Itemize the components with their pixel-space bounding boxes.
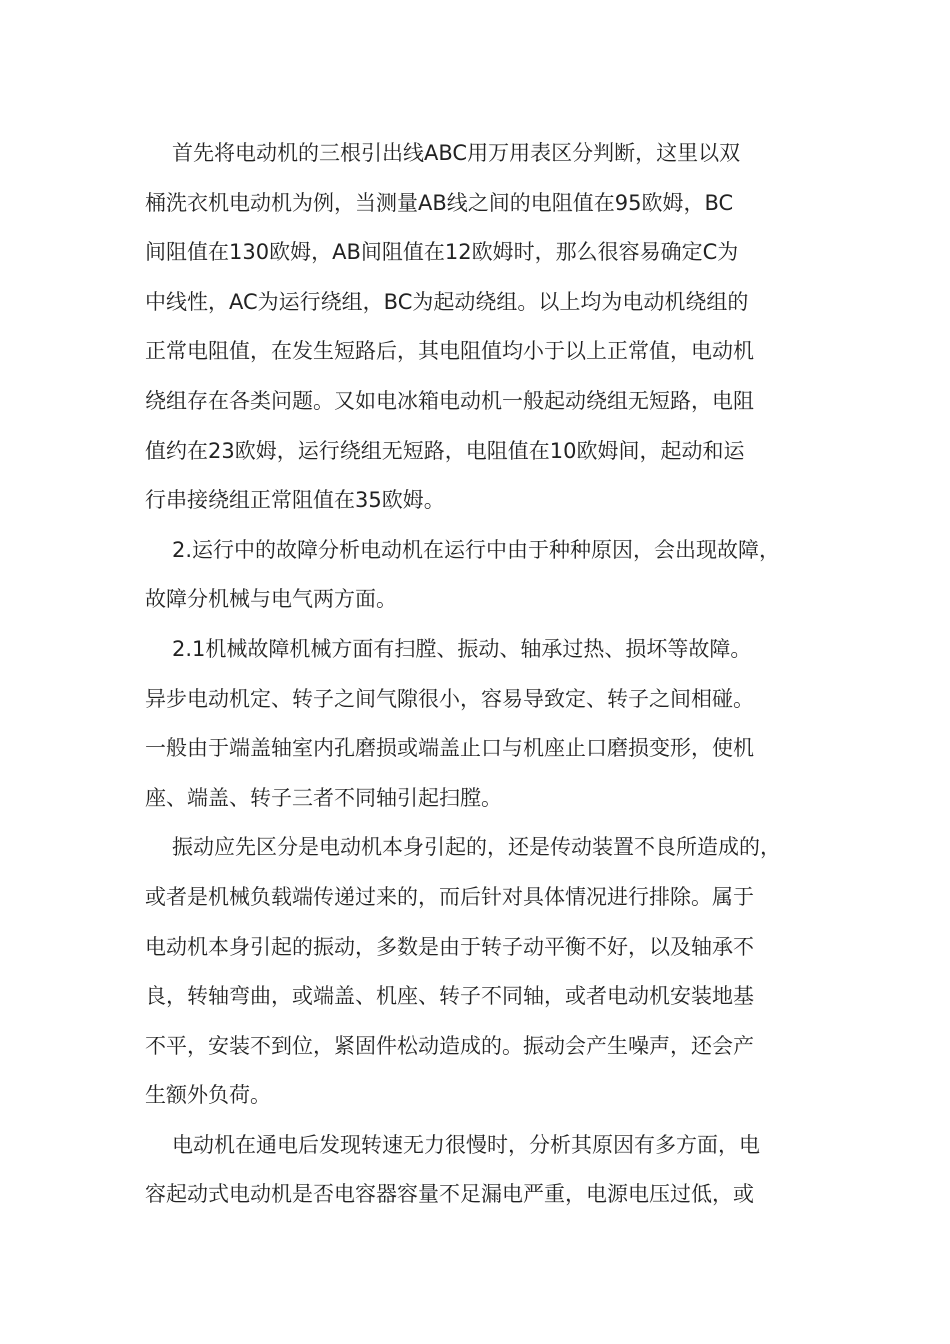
paragraph-slow-speed [145,1121,813,1220]
paragraph-running-faults [145,526,813,625]
text-line: 2.运行中的故障分析电动机在运行中由于种种原因，会出现故障， [172,537,781,562]
text-line: 中线性，AC为运行绕组，BC为起动绕组。以上均为电动机绕组的 [145,289,749,314]
text-line: 一般由于端盖轴室内孔磨损或端盖止口与机座止口磨损变形，使机 [145,736,754,761]
text-line: 2.1机械故障机械方面有扫膛、振动、轴承过热、损坏等故障。 [172,636,752,661]
document-page [145,129,813,1220]
text-line: 不平，安装不到位，紧固件松动造成的。振动会产生噪声，还会产 [145,1033,754,1058]
text-line: 或者是机械负载端传递过来的，而后针对具体情况进行排除。属于 [145,884,754,909]
text-line: 电动机本身引起的振动，多数是由于转子动平衡不好，以及轴承不 [145,934,754,959]
text-line: 绕组存在各类问题。又如电冰箱电动机一般起动绕组无短路，电阻 [145,388,754,413]
text-line: 桶洗衣机电动机为例，当测量AB线之间的电阻值在95欧姆，BC [145,190,734,215]
paragraph-resistance-check [145,129,813,526]
text-line: 座、端盖、转子三者不同轴引起扫膛。 [145,785,502,810]
text-line: 值约在23欧姆，运行绕组无短路，电阻值在10欧姆间，起动和运 [145,438,745,463]
text-line: 异步电动机定、转子之间气隙很小，容易导致定、转子之间相碰。 [145,686,754,711]
text-line: 间阻值在130欧姆，AB间阻值在12欧姆时，那么很容易确定C为 [145,240,739,265]
text-line: 良，转轴弯曲，或端盖、机座、转子不同轴，或者电动机安装地基 [145,984,754,1009]
text-line: 电动机在通电后发现转速无力很慢时，分析其原因有多方面，电 [172,1132,760,1157]
text-line: 生额外负荷。 [145,1083,271,1108]
text-line: 正常电阻值，在发生短路后，其电阻值均小于以上正常值，电动机 [145,339,754,364]
text-line: 故障分机械与电气两方面。 [145,587,397,612]
text-line: 振动应先区分是电动机本身引起的，还是传动装置不良所造成的， [172,835,781,860]
text-line: 首先将电动机的三根引出线ABC用万用表区分判断，这里以双 [172,141,741,165]
paragraph-mechanical-faults [145,625,813,823]
text-line: 容起动式电动机是否电容器容量不足漏电严重，电源电压过低，或 [145,1182,754,1207]
paragraph-vibration [145,823,813,1121]
text-line: 行串接绕组正常阻值在35欧姆。 [145,488,445,513]
